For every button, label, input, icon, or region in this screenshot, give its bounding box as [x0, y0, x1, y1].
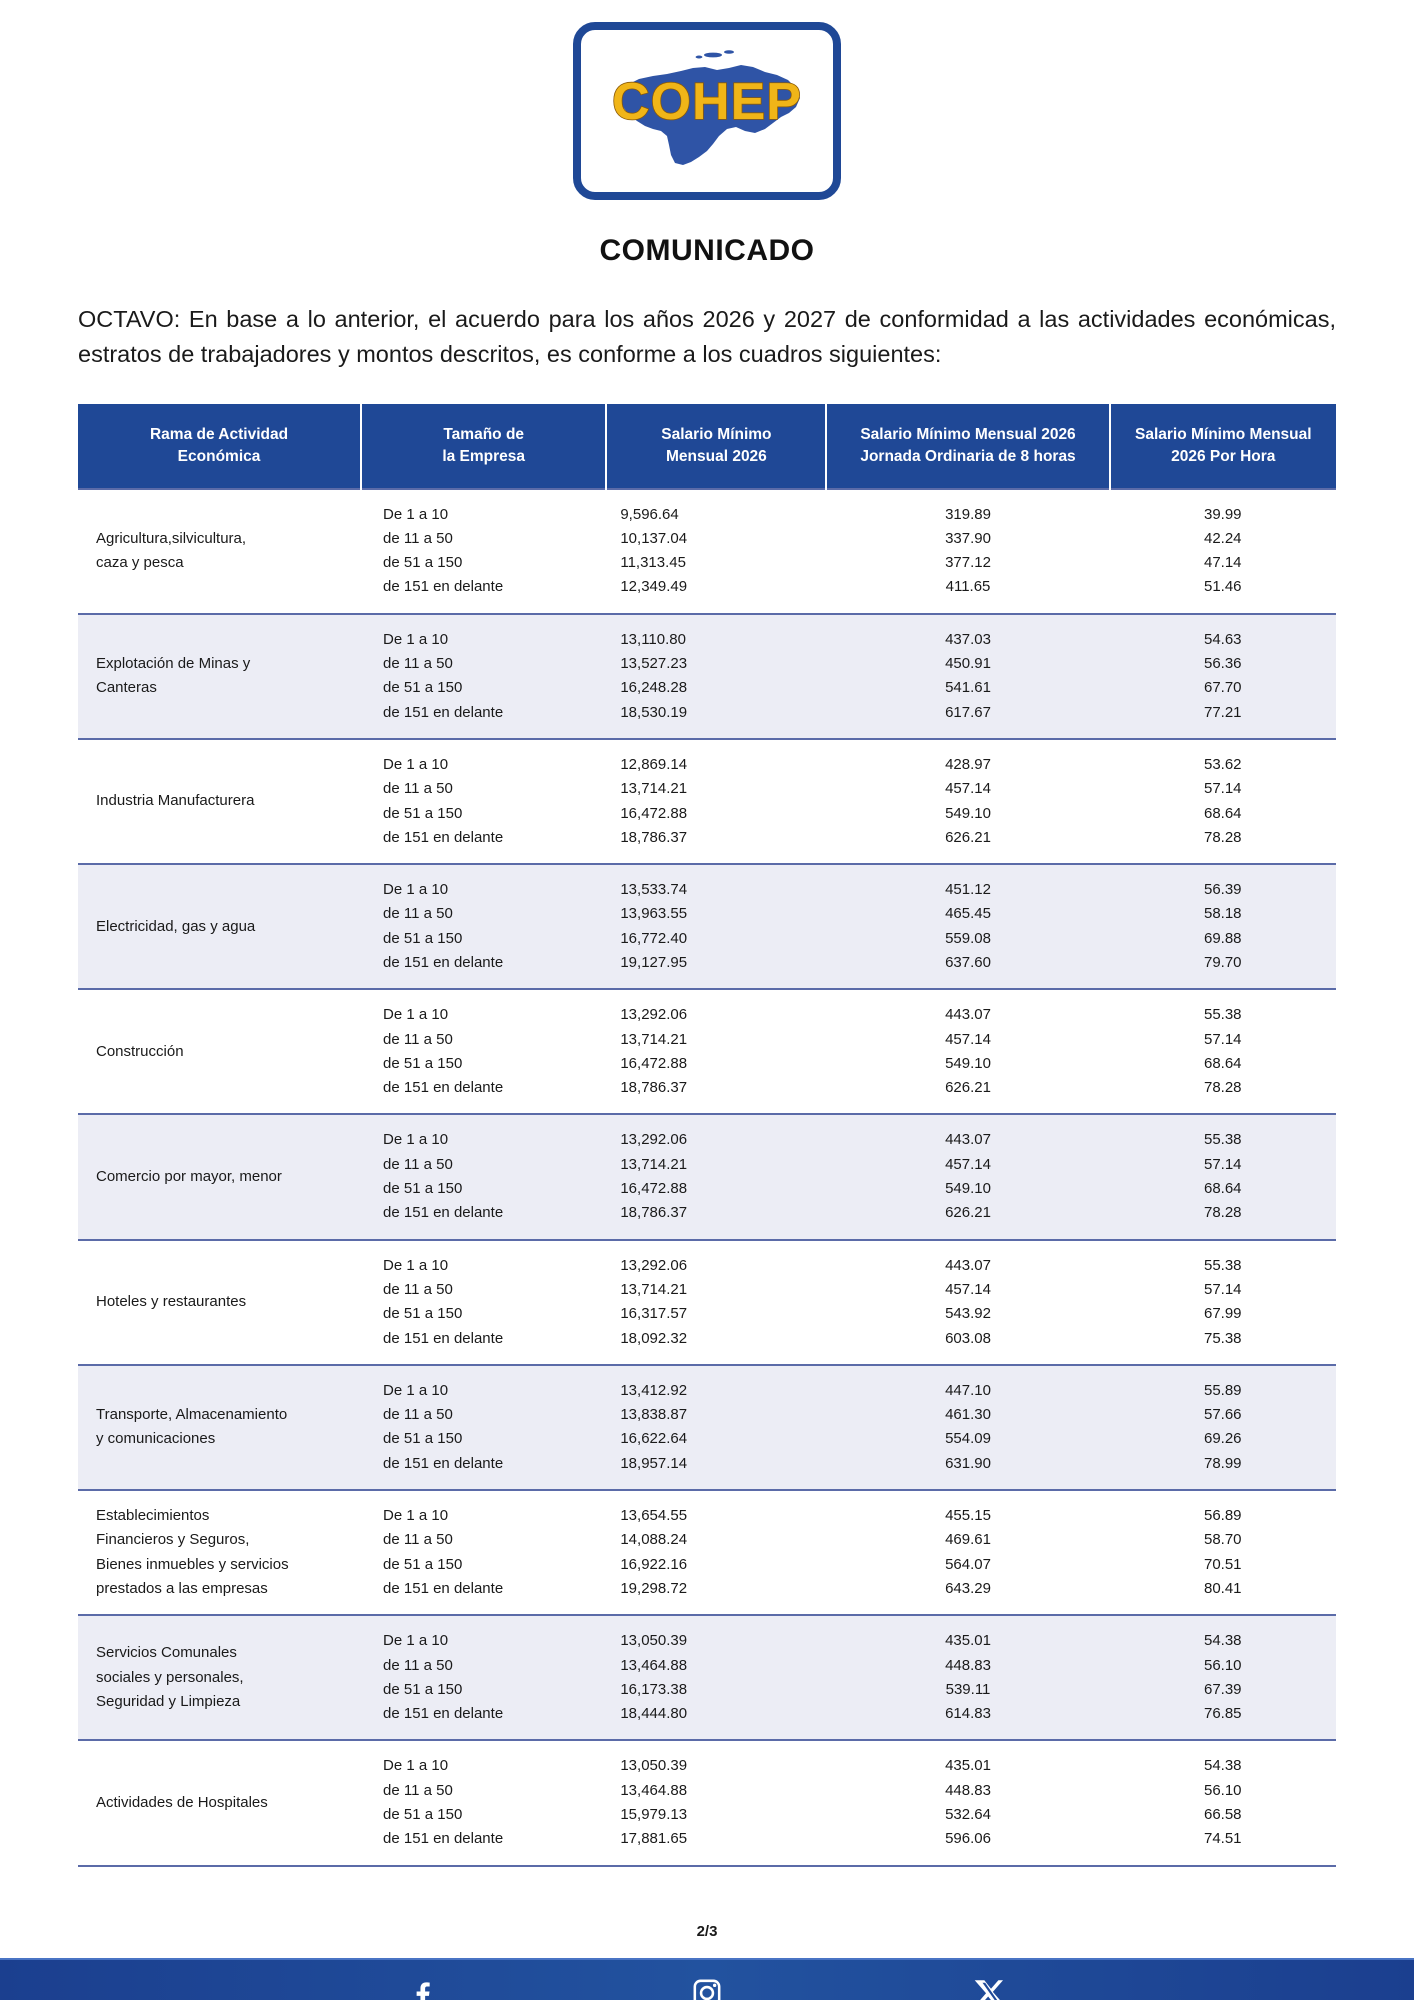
cell-activity — [78, 1240, 361, 1365]
cell-line: 13,963.55 — [620, 905, 688, 923]
cell-company-size — [361, 614, 606, 739]
cell-daily-salary — [826, 739, 1109, 864]
cell-monthly-salary — [606, 1490, 826, 1615]
cell-line: de 151 en delante — [383, 1204, 504, 1222]
salary-table-container — [78, 404, 1336, 1867]
cell-daily-salary — [826, 489, 1109, 614]
cell-line: 13,838.87 — [620, 1406, 688, 1424]
cell-line: 13,527.23 — [620, 655, 688, 673]
cell-line: Electricidad, gas y agua — [96, 917, 256, 935]
cell-line: 549.10 — [945, 804, 991, 822]
cell-line: 13,412.92 — [620, 1381, 688, 1399]
instagram-icon[interactable] — [690, 1976, 724, 2000]
cell-line: 78.99 — [1203, 1454, 1242, 1472]
cell-line: 549.10 — [945, 1180, 991, 1198]
cell-line: 559.08 — [945, 929, 991, 947]
cell-line: 541.61 — [945, 679, 991, 697]
cell-line: 450.91 — [945, 655, 991, 673]
cell-line: 18,957.14 — [620, 1454, 688, 1472]
cell-line: 14,088.24 — [620, 1531, 688, 1549]
cell-line: 67.70 — [1203, 679, 1242, 697]
table-row — [78, 864, 1336, 989]
cell-line: de 151 en delante — [383, 578, 504, 596]
header-line: Salario Mínimo — [661, 425, 772, 443]
cell-line: 637.60 — [945, 953, 991, 971]
table-row — [78, 1240, 1336, 1365]
cell-line: de 51 a 150 — [383, 1180, 463, 1198]
header-line: 2026 Por Hora — [1171, 447, 1276, 465]
cell-monthly-salary — [606, 1740, 826, 1865]
cell-line: 447.10 — [945, 1381, 991, 1399]
cell-line: de 151 en delante — [383, 953, 504, 971]
cell-line: 465.45 — [945, 905, 991, 923]
cell-line: 58.18 — [1203, 905, 1242, 923]
cell-line: 55.89 — [1203, 1381, 1242, 1399]
cell-line: 617.67 — [945, 703, 991, 721]
cell-line: de 11 a 50 — [383, 1781, 453, 1799]
cell-line: de 151 en delante — [383, 1454, 504, 1472]
cell-line: 57.14 — [1203, 780, 1242, 798]
cell-company-size — [361, 864, 606, 989]
cell-line: 39.99 — [1203, 505, 1242, 523]
cell-line: de 151 en delante — [383, 1830, 504, 1848]
cell-line: de 11 a 50 — [383, 655, 453, 673]
cell-line: 57.14 — [1203, 1030, 1242, 1048]
cell-line: Actividades de Hospitales — [96, 1793, 268, 1811]
table-row — [78, 614, 1336, 739]
cell-line: 564.07 — [945, 1555, 991, 1573]
cell-line: 13,714.21 — [620, 780, 688, 798]
cell-company-size — [361, 1365, 606, 1490]
cell-line: Seguridad y Limpieza — [96, 1692, 241, 1710]
cell-hourly-salary — [1110, 1240, 1336, 1365]
cell-line: 69.88 — [1203, 929, 1242, 947]
header-tamano-empresa — [361, 404, 606, 489]
cell-line: De 1 a 10 — [383, 630, 449, 648]
cell-line: 68.64 — [1203, 804, 1242, 822]
cell-line: 457.14 — [945, 1030, 991, 1048]
cell-hourly-salary — [1110, 1490, 1336, 1615]
cell-company-size — [361, 739, 606, 864]
footer-bar — [0, 1958, 1414, 2000]
logo-wordmark: COHEP — [611, 73, 802, 131]
cell-line: 12,349.49 — [620, 578, 688, 596]
cell-line: 15,979.13 — [620, 1806, 688, 1823]
cell-line: 457.14 — [945, 780, 991, 798]
cell-line: 19,127.95 — [620, 953, 688, 971]
cell-line: 42.24 — [1203, 529, 1242, 547]
table-row — [78, 489, 1336, 614]
cell-line: 16,622.64 — [620, 1430, 688, 1448]
cell-line: 435.01 — [945, 1632, 991, 1650]
cell-monthly-salary — [606, 614, 826, 739]
cell-line: 411.65 — [945, 578, 991, 596]
cell-activity — [78, 1615, 361, 1740]
cell-line: 16,922.16 — [620, 1555, 688, 1573]
cell-line: 13,464.88 — [620, 1781, 688, 1799]
cell-company-size — [361, 989, 606, 1114]
cell-line: 461.30 — [945, 1406, 991, 1424]
cell-daily-salary — [826, 1240, 1109, 1365]
cell-line: De 1 a 10 — [383, 881, 449, 899]
cell-line: 18,444.80 — [620, 1705, 688, 1723]
cell-line: 626.21 — [945, 828, 991, 846]
cell-daily-salary — [826, 1615, 1109, 1740]
cell-line: de 51 a 150 — [383, 1680, 463, 1698]
cell-line: 13,714.21 — [620, 1155, 688, 1173]
cell-line: de 51 a 150 — [383, 1305, 463, 1323]
cell-hourly-salary — [1110, 1740, 1336, 1865]
cell-line: 16,472.88 — [620, 1054, 688, 1072]
cell-line: 66.58 — [1203, 1806, 1242, 1823]
cell-daily-salary — [826, 1740, 1109, 1865]
cell-line: 67.99 — [1203, 1305, 1242, 1323]
cell-hourly-salary — [1110, 1114, 1336, 1239]
cell-daily-salary — [826, 614, 1109, 739]
cell-line: de 151 en delante — [383, 828, 504, 846]
header-por-hora — [1110, 404, 1336, 489]
cell-line: de 11 a 50 — [383, 1656, 453, 1674]
cell-line: de 151 en delante — [383, 1079, 504, 1097]
cell-daily-salary — [826, 1365, 1109, 1490]
cell-line: 70.51 — [1203, 1555, 1242, 1573]
cell-line: 69.26 — [1203, 1430, 1242, 1448]
cell-monthly-salary — [606, 1114, 826, 1239]
cell-line: 56.10 — [1203, 1656, 1242, 1674]
cell-line: 603.08 — [945, 1329, 991, 1347]
cell-line: 78.28 — [1203, 1204, 1242, 1222]
cell-monthly-salary — [606, 989, 826, 1114]
page-title: COMUNICADO — [599, 234, 815, 267]
cell-line: de 11 a 50 — [383, 1531, 453, 1549]
cell-activity — [78, 739, 361, 864]
cell-line: De 1 a 10 — [383, 1131, 449, 1149]
header-line: Salario Mínimo Mensual 2026 — [860, 425, 1076, 443]
cell-line: 443.07 — [945, 1256, 991, 1274]
cell-line: 17,881.65 — [620, 1830, 688, 1848]
cell-line: 58.70 — [1203, 1531, 1242, 1549]
cell-line: 57.14 — [1203, 1155, 1242, 1173]
cell-line: 16,248.28 — [620, 679, 688, 697]
table-header-row — [78, 404, 1336, 489]
cell-line: 319.89 — [945, 505, 991, 523]
cell-line: Explotación de Minas y — [96, 655, 251, 673]
cell-line: prestados a las empresas — [96, 1579, 268, 1597]
cell-line: 47.14 — [1203, 554, 1242, 572]
cell-company-size — [361, 1740, 606, 1865]
cell-line: 16,472.88 — [620, 804, 688, 822]
intro-paragraph: OCTAVO: En base a lo anterior, el acuerdo para los años 2026 y 2027 de conformidad a las actividades económicas, estratos de trabajadores y montos descritos, es conforme a los cuadros siguientes: — [78, 306, 1336, 367]
table-body — [78, 489, 1336, 1866]
cell-line: de 151 en delante — [383, 1705, 504, 1723]
cell-line: 337.90 — [945, 529, 991, 547]
cell-line: de 11 a 50 — [383, 1406, 453, 1424]
social-links-row — [0, 1960, 1414, 2000]
cell-line: de 51 a 150 — [383, 1555, 463, 1573]
cell-line: 18,786.37 — [620, 1079, 688, 1097]
cell-monthly-salary — [606, 1365, 826, 1490]
cell-line: de 51 a 150 — [383, 929, 463, 947]
cell-line: 18,092.32 — [620, 1329, 688, 1347]
cell-activity — [78, 1740, 361, 1865]
cell-line: 68.64 — [1203, 1180, 1242, 1198]
cell-line: 428.97 — [945, 755, 991, 773]
cell-line: de 51 a 150 — [383, 554, 463, 572]
table-row — [78, 1740, 1336, 1865]
cell-line: de 51 a 150 — [383, 1430, 463, 1448]
cell-activity — [78, 864, 361, 989]
cell-line: 16,317.57 — [620, 1305, 688, 1323]
cell-line: 51.46 — [1203, 578, 1242, 596]
cell-line: 56.89 — [1203, 1507, 1242, 1525]
header-salario-mensual — [606, 404, 826, 489]
cell-activity — [78, 1365, 361, 1490]
cell-line: De 1 a 10 — [383, 1757, 449, 1775]
cell-daily-salary — [826, 989, 1109, 1114]
cell-line: 56.10 — [1203, 1781, 1242, 1799]
cell-company-size — [361, 489, 606, 614]
cell-line: 18,530.19 — [620, 703, 688, 721]
table-header — [78, 404, 1336, 489]
cell-line: 18,786.37 — [620, 828, 688, 846]
cell-activity — [78, 614, 361, 739]
table-row — [78, 1615, 1336, 1740]
cell-line: 437.03 — [945, 630, 991, 648]
cell-line: 13,050.39 — [620, 1632, 688, 1650]
cell-line: 13,654.55 — [620, 1507, 688, 1525]
honduras-map-icon — [595, 41, 820, 181]
cell-daily-salary — [826, 1114, 1109, 1239]
cell-line: de 151 en delante — [383, 1329, 504, 1347]
cell-line: 55.38 — [1203, 1256, 1242, 1274]
cell-line: de 11 a 50 — [383, 905, 453, 923]
cell-line: 13,714.21 — [620, 1280, 688, 1298]
cell-monthly-salary — [606, 739, 826, 864]
cell-line: Comercio por mayor, menor — [96, 1167, 282, 1185]
cell-company-size — [361, 1490, 606, 1615]
cell-line: 76.85 — [1203, 1705, 1242, 1723]
cell-line: de 151 en delante — [383, 703, 504, 721]
header-jornada-ordinaria — [826, 404, 1109, 489]
cell-monthly-salary — [606, 1240, 826, 1365]
cell-activity — [78, 1114, 361, 1239]
cell-line: Establecimientos — [96, 1507, 210, 1525]
cell-line: 13,110.80 — [620, 630, 686, 648]
cell-line: de 11 a 50 — [383, 780, 453, 798]
header-line: Jornada Ordinaria de 8 horas — [860, 447, 1076, 465]
cell-line: 435.01 — [945, 1757, 991, 1775]
cell-line: de 151 en delante — [383, 1579, 504, 1597]
cell-line: de 51 a 150 — [383, 679, 463, 697]
cell-line: De 1 a 10 — [383, 755, 449, 773]
minimum-wage-table — [78, 404, 1336, 1867]
cell-line: 57.14 — [1203, 1280, 1242, 1298]
logo-container — [0, 0, 1414, 200]
cell-line: 55.38 — [1203, 1006, 1242, 1024]
cell-line: 54.38 — [1203, 1632, 1242, 1650]
cell-line: de 51 a 150 — [383, 1806, 463, 1823]
cell-line: De 1 a 10 — [383, 1381, 449, 1399]
table-row — [78, 989, 1336, 1114]
cell-hourly-salary — [1110, 1365, 1336, 1490]
table-row — [78, 739, 1336, 864]
table-row — [78, 1365, 1336, 1490]
cell-hourly-salary — [1110, 864, 1336, 989]
cell-line: 532.64 — [945, 1806, 991, 1823]
cell-line: De 1 a 10 — [383, 1256, 449, 1274]
cell-monthly-salary — [606, 489, 826, 614]
cell-line: 57.66 — [1203, 1406, 1242, 1424]
facebook-icon[interactable] — [406, 1976, 440, 2000]
cell-line: 13,050.39 — [620, 1757, 688, 1775]
cell-line: 469.61 — [945, 1531, 991, 1549]
cell-line: 74.51 — [1203, 1830, 1242, 1848]
cell-company-size — [361, 1114, 606, 1239]
cell-line: 13,292.06 — [620, 1131, 688, 1149]
cell-line: 79.70 — [1203, 953, 1242, 971]
cell-hourly-salary — [1110, 739, 1336, 864]
cell-line: 443.07 — [945, 1006, 991, 1024]
cell-monthly-salary — [606, 1615, 826, 1740]
cell-hourly-salary — [1110, 489, 1336, 614]
cell-line: 554.09 — [945, 1430, 991, 1448]
cell-line: 16,772.40 — [620, 929, 688, 947]
table-row — [78, 1114, 1336, 1239]
cell-line: de 11 a 50 — [383, 529, 453, 547]
cell-line: 549.10 — [945, 1054, 991, 1072]
cell-line: Financieros y Seguros, — [96, 1531, 250, 1549]
cell-line: 9,596.64 — [620, 505, 679, 523]
cell-line: de 11 a 50 — [383, 1155, 453, 1173]
cell-line: de 51 a 150 — [383, 1054, 463, 1072]
cell-line: 78.28 — [1203, 1079, 1242, 1097]
cell-line: de 11 a 50 — [383, 1280, 453, 1298]
cell-line: 16,472.88 — [620, 1180, 688, 1198]
cell-line: 457.14 — [945, 1280, 991, 1298]
header-line: la Empresa — [442, 447, 526, 465]
cell-line: 67.39 — [1203, 1680, 1242, 1698]
header-line: Tamaño de — [443, 425, 525, 443]
cell-line: 457.14 — [945, 1155, 991, 1173]
cell-line: 455.15 — [945, 1507, 991, 1525]
header-line: Salario Mínimo Mensual — [1134, 425, 1312, 443]
cell-line: 626.21 — [945, 1204, 991, 1222]
cell-line: 451.12 — [945, 881, 991, 899]
cell-line: 16,173.38 — [620, 1680, 688, 1698]
cell-hourly-salary — [1110, 989, 1336, 1114]
cell-line: 54.38 — [1203, 1757, 1242, 1775]
cell-hourly-salary — [1110, 614, 1336, 739]
cell-line: 68.64 — [1203, 1054, 1242, 1072]
cell-line: Servicios Comunales — [96, 1644, 237, 1662]
cell-line: 54.63 — [1203, 630, 1242, 648]
cell-line: 596.06 — [945, 1830, 991, 1848]
cell-activity — [78, 989, 361, 1114]
cell-line: De 1 a 10 — [383, 1632, 449, 1650]
cell-line: de 11 a 50 — [383, 1030, 453, 1048]
x-twitter-icon[interactable] — [974, 1976, 1008, 2000]
cell-line: 77.21 — [1203, 703, 1242, 721]
cell-line: De 1 a 10 — [383, 505, 449, 523]
table-row — [78, 1490, 1336, 1615]
cell-line: 13,292.06 — [620, 1256, 688, 1274]
page-number: 2/3 — [696, 1923, 718, 1940]
cell-line: 448.83 — [945, 1656, 991, 1674]
cell-line: Bienes inmuebles y servicios — [96, 1555, 289, 1573]
header-line: Rama de Actividad — [149, 425, 289, 443]
cell-activity — [78, 1490, 361, 1615]
cell-line: y comunicaciones — [96, 1430, 216, 1448]
cell-line: 19,298.72 — [620, 1579, 688, 1597]
cell-line: caza y pesca — [96, 554, 184, 572]
cell-line: Transporte, Almacenamiento — [96, 1406, 288, 1424]
cell-daily-salary — [826, 864, 1109, 989]
cell-line: 448.83 — [945, 1781, 991, 1799]
cell-line: 626.21 — [945, 1079, 991, 1097]
cell-line: 10,137.04 — [620, 529, 688, 547]
cell-company-size — [361, 1615, 606, 1740]
cell-line: 18,786.37 — [620, 1204, 688, 1222]
cell-line: 614.83 — [945, 1705, 991, 1723]
cell-line: 643.29 — [945, 1579, 991, 1597]
cell-line: Construcción — [96, 1042, 184, 1060]
cell-line: 377.12 — [945, 554, 991, 572]
cell-line: 13,533.74 — [620, 881, 688, 899]
cell-hourly-salary — [1110, 1615, 1336, 1740]
cell-line: 13,464.88 — [620, 1656, 688, 1674]
cohep-logo — [573, 22, 841, 200]
cell-monthly-salary — [606, 864, 826, 989]
cell-line: 56.36 — [1203, 655, 1242, 673]
cell-line: 443.07 — [945, 1131, 991, 1149]
cell-line: 80.41 — [1203, 1579, 1242, 1597]
cell-line: 539.11 — [945, 1680, 991, 1698]
header-rama-actividad — [78, 404, 361, 489]
cell-line: Agricultura,silvicultura, — [96, 529, 247, 547]
header-line: Mensual 2026 — [666, 447, 767, 465]
cell-line: 12,869.14 — [620, 755, 688, 773]
cell-line: 56.39 — [1203, 881, 1242, 899]
cell-line: 13,714.21 — [620, 1030, 688, 1048]
cell-line: sociales y personales, — [96, 1668, 244, 1686]
cell-company-size — [361, 1240, 606, 1365]
cell-line: 53.62 — [1203, 755, 1242, 773]
cell-line: 55.38 — [1203, 1131, 1242, 1149]
cell-line: 11,313.45 — [620, 554, 686, 572]
cell-line: Industria Manufacturera — [96, 792, 255, 810]
cell-line: de 51 a 150 — [383, 804, 463, 822]
cell-line: 13,292.06 — [620, 1006, 688, 1024]
cell-line: Hoteles y restaurantes — [96, 1293, 247, 1311]
cell-line: De 1 a 10 — [383, 1507, 449, 1525]
cell-daily-salary — [826, 1490, 1109, 1615]
cell-line: 631.90 — [945, 1454, 991, 1472]
cell-line: Canteras — [96, 679, 157, 697]
header-line: Económica — [177, 447, 261, 465]
cell-activity — [78, 489, 361, 614]
cell-line: 75.38 — [1203, 1329, 1242, 1347]
cell-line: De 1 a 10 — [383, 1006, 449, 1024]
cell-line: 543.92 — [945, 1305, 991, 1323]
cell-line: 78.28 — [1203, 828, 1242, 846]
